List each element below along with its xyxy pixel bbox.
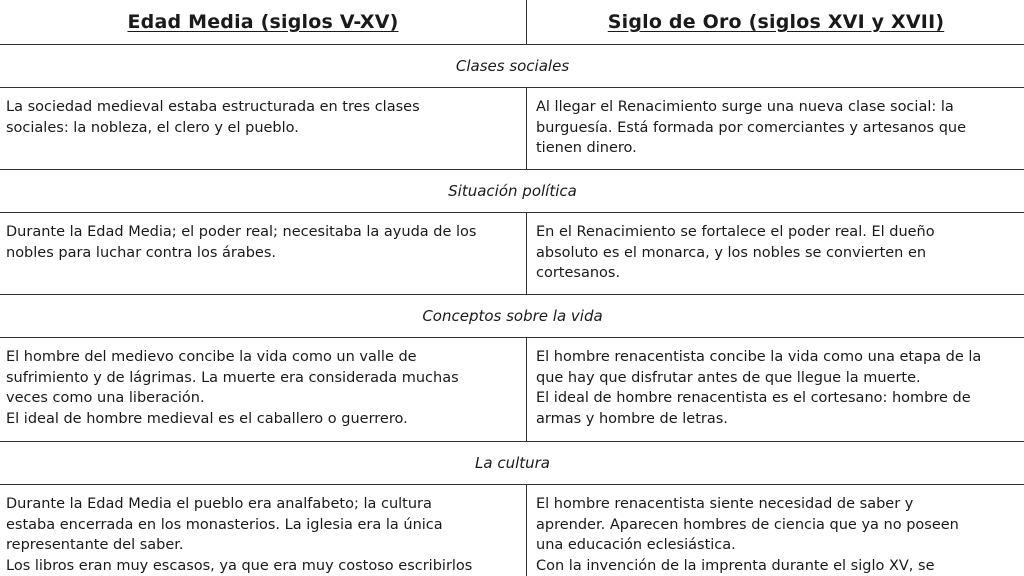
section-content-row [0,338,1024,442]
section-heading-row [0,295,1024,338]
section-content-row [0,213,1024,295]
left-column-title: Edad Media (siglos V-XV) [127,11,399,33]
left-column-header [0,0,527,45]
section-title: Clases sociales [0,45,1024,88]
siglo-de-oro-cell: Al llegar el Renacimiento surge una nueva clase social: la burguesía. Está formada por comerciantes y artesanos que tienen dinero. [527,88,1024,170]
siglo-de-oro-cell: El hombre renacentista siente necesidad de saber y aprender. Aparecen hombres de ciencia que ya no poseen una educación eclesiástica. Con la invención de la imprenta durante el siglo XV, se [527,485,1024,576]
siglo-de-oro-cell: En el Renacimiento se fortalece el poder real. El dueño absoluto es el monarca, y los nobles se convierten en cortesanos. [527,213,1024,295]
section-title: Situación política [0,170,1024,213]
siglo-de-oro-cell: El hombre renacentista concibe la vida como una etapa de la que hay que disfrutar antes de que llegue la muerte. El ideal de hombre renacentista es el cortesano: hombre de armas y hombre de letras. [527,338,1024,442]
section-title: Conceptos sobre la vida [0,295,1024,338]
section-title: La cultura [0,442,1024,485]
section-heading-row [0,170,1024,213]
right-column-header [527,0,1024,45]
right-column-title: Siglo de Oro (siglos XVI y XVII) [607,11,945,33]
section-content-row [0,88,1024,170]
edad-media-cell: Durante la Edad Media el pueblo era analfabeto; la cultura estaba encerrada en los monasterios. La iglesia era la única representante del saber. Los libros eran muy escasos, ya que era muy costoso escribirlos [0,485,527,576]
section-heading-row [0,442,1024,485]
section-heading-row [0,45,1024,88]
section-content-row [0,485,1024,576]
edad-media-cell: La sociedad medieval estaba estructurada en tres clases sociales: la nobleza, el clero y el pueblo. [0,88,527,170]
header-row [0,0,1024,45]
edad-media-cell: Durante la Edad Media; el poder real; necesitaba la ayuda de los nobles para luchar contra los árabes. [0,213,527,295]
edad-media-cell: El hombre del medievo concibe la vida como un valle de sufrimiento y de lágrimas. La muerte era considerada muchas veces como una liberación. El ideal de hombre medieval es el caballero o guerrero. [0,338,527,442]
